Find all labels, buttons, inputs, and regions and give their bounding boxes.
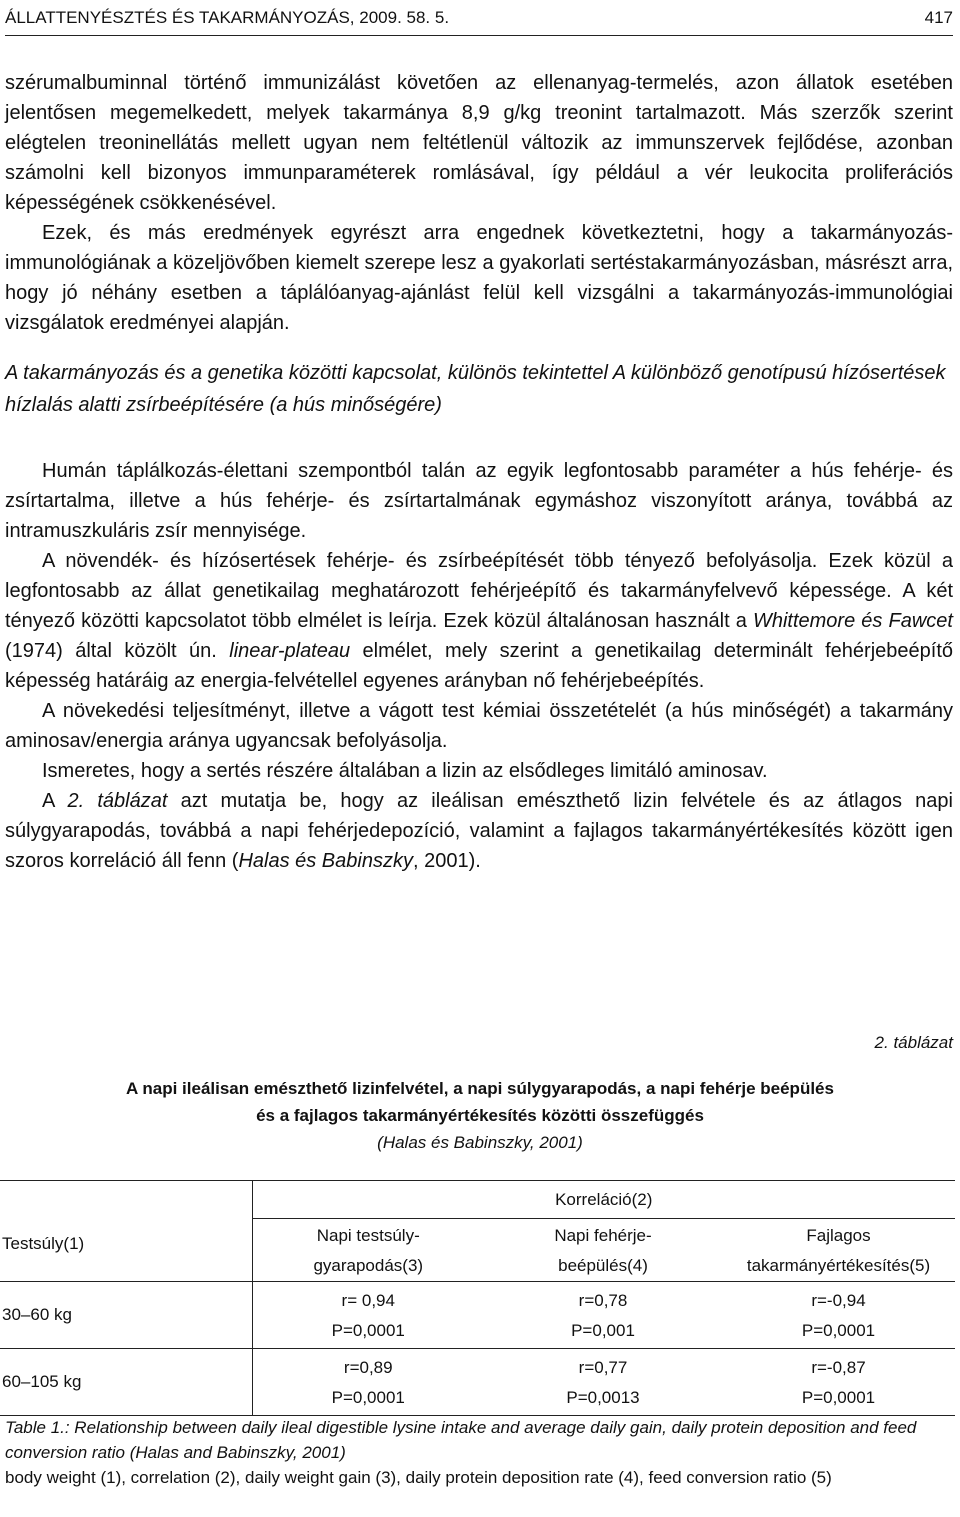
table-title-line-2: és a fajlagos takarmányértékesítés közötti összefüggés xyxy=(256,1106,704,1125)
cell-r: r=-0,87 xyxy=(811,1358,866,1377)
table-title-line-1: A napi ileálisan emészthető lizinfelvétel, a napi súlygyarapodás, a napi fehérje beépülés xyxy=(126,1079,834,1098)
col-header-3-line-1: Fajlagos xyxy=(806,1226,871,1245)
paragraph-4 xyxy=(5,546,953,696)
running-header xyxy=(5,5,953,36)
cell-p: P=0,0001 xyxy=(722,1383,955,1416)
citation-halas-babinszky: Halas és Babinszky xyxy=(238,850,413,872)
cell-r: r=0,89 xyxy=(252,1349,484,1384)
paragraph-7-text-b: azt mutatja be, hogy az ileálisan emészthető lizin felvétele és az átlagos napi súlygyarapodás, továbbá a napi fehérjedepozíció, valamint a fajlagos takarmányértékesítés között igen szoros korreláció áll fenn ( xyxy=(5,790,953,872)
table-source: (Halas és Babinszky, 2001) xyxy=(377,1133,583,1152)
col-header-3-line-2: takarmányértékesítés(5) xyxy=(722,1251,955,1282)
cell-p: P=0,0001 xyxy=(252,1383,484,1416)
paragraph-5: A növekedési teljesítményt, illetve a vágott test kémiai összetételét (a hús minőségét) a takarmány aminosav/energia aránya ugyancsak befolyásolja. xyxy=(5,700,953,752)
section-heading: A takarmányozás és a genetika közötti kapcsolat, különös tekintettel A különböző genotípusú hízósertések hízlalás alatti zsírbeépítésére (a hús minőségére) xyxy=(5,362,946,416)
table-caption xyxy=(5,1415,955,1490)
paragraph-3: Humán táplálkozás-élettani szempontból talán az egyik legfontosabb paraméter a hús fehérje- és zsírtartalma, illetve a hús fehérje- és zsírtartalmának egymáshoz viszonyított aránya, továbbá az intramuszkuláris zsír mennyisége. xyxy=(5,460,953,542)
group-header: Korreláció(2) xyxy=(252,1181,955,1219)
cell-p: P=0,0001 xyxy=(252,1316,484,1349)
paragraph-4-text-c: elmélet, mely szerint a genetikailag determinált fehérjebeépítő képesség határáig az energia-felvétellel egyenes arányban nő fehérjebeépítés. xyxy=(5,640,953,692)
col-header-2-line-2: beépülés(4) xyxy=(484,1251,722,1282)
cell-r: r= 0,94 xyxy=(252,1282,484,1317)
caption-english-title: Table 1.: Relationship between daily ileal digestible lysine intake and average daily gain, daily protein deposition and feed conversion ratio (Halas and Babinszky, 2001) xyxy=(5,1418,917,1462)
journal-title: ÁLLATTENYÉSZTÉS ÉS TAKARMÁNYOZÁS, 2009. 58. 5. xyxy=(5,8,450,27)
col-header-1-line-2: gyarapodás(3) xyxy=(252,1251,484,1282)
paragraph-4-text-a: A növendék- és hízósertések fehérje- és zsírbeépítését több tényező befolyásolja. Ezek közül a legfontosabb az állat genetikailag meghatározott fehérjeépítő és takarmányfelvevő képessége. A két tényező közötti kapcsolatot több elmélet is leírja. Ezek közül általánosan használt a xyxy=(5,550,953,632)
body-text xyxy=(5,68,953,876)
table-label: 2. táblázat xyxy=(874,1033,953,1052)
cell-r: r=-0,94 xyxy=(811,1291,866,1310)
page-number: 417 xyxy=(924,8,953,27)
cell-r: r=0,78 xyxy=(578,1291,628,1310)
row-label-2: 60–105 kg xyxy=(0,1349,252,1416)
correlation-table xyxy=(0,1180,955,1416)
paragraph-1: szérumalbuminnal történő immunizálást követően az ellenanyag-termelés, azon állatok esetében jelentősen megemelkedett, melyek takarmánya 8,9 g/kg treonint tartalmazott. Más szerzők szerint elégtelen treoninellátás mellett ugyan nem feltétlenül változik az immunszervek fejlődése, azonban számolni kell bizonyos immunparaméterek romlásával, így például a vér leukocita proliferációs képességének csökkenésével. xyxy=(5,72,953,214)
paragraph-4-text-b: (1974) által közölt ún. xyxy=(5,640,230,662)
col-header-1-line-1: Napi testsúly- xyxy=(252,1219,484,1252)
table-reference: 2. táblázat xyxy=(67,790,168,812)
cell-p: P=0,001 xyxy=(484,1316,722,1349)
row-header-cell xyxy=(0,1181,252,1282)
paragraph-7-text-c: , 2001). xyxy=(412,850,481,872)
table-title xyxy=(0,1075,960,1156)
col-header-2-line-1: Napi fehérje- xyxy=(554,1226,652,1245)
citation-whittemore-fawcet: Whittemore és Fawcet xyxy=(752,610,953,632)
table-row xyxy=(0,1282,955,1317)
term-linear-plateau: linear-plateau xyxy=(229,640,351,662)
cell-p: P=0,0013 xyxy=(484,1383,722,1416)
row-header: Testsúly(1) xyxy=(2,1234,85,1253)
paragraph-7 xyxy=(5,786,953,876)
table-header-row-1 xyxy=(0,1181,955,1219)
cell-r: r=0,77 xyxy=(578,1358,628,1377)
row-label-1: 30–60 kg xyxy=(0,1282,252,1349)
paragraph-2: Ezek, és más eredmények egyrészt arra engednek következtetni, hogy a takarmányozás-immunológiának a közeljövőben kiemelt szerepe lesz a gyakorlati sertéstakarmányozásban, másrészt arra, hogy jó néhány esetben a táplálóanyag-ajánlást felül kell vizsgálni a takarmányozás-immunológiai vizsgálatok eredményei alapján. xyxy=(5,222,953,334)
paragraph-6: Ismeretes, hogy a sertés részére általában a lizin az elsődleges limitáló aminosav. xyxy=(42,760,768,782)
cell-p: P=0,0001 xyxy=(722,1316,955,1349)
paragraph-7-text-a: A xyxy=(42,790,68,812)
caption-legend: body weight (1), correlation (2), daily weight gain (3), daily protein deposition rate (4), feed conversion ratio (5) xyxy=(5,1468,832,1487)
table-row xyxy=(0,1349,955,1384)
